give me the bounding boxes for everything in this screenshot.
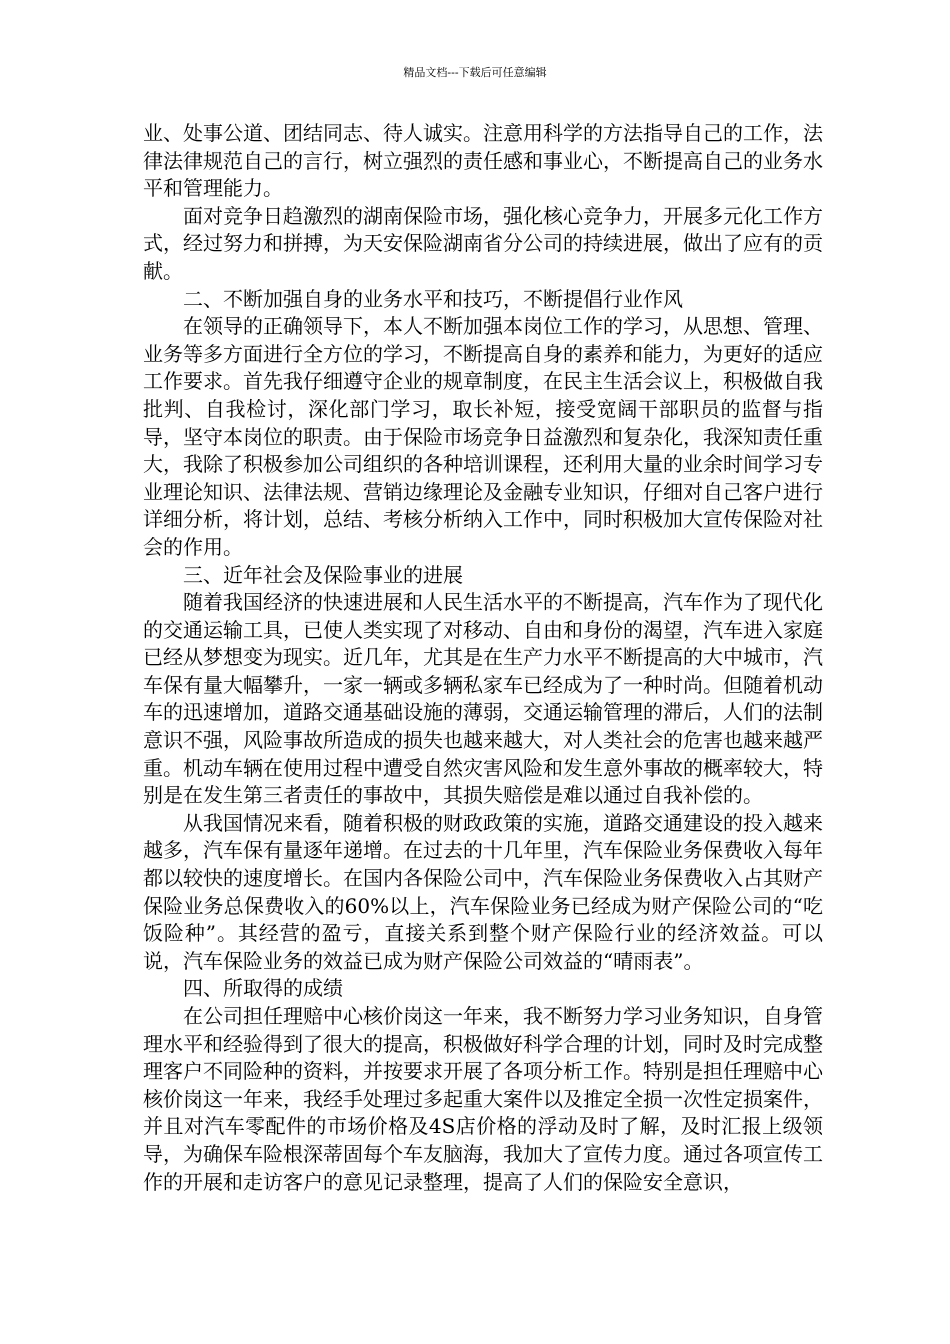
document-body — [143, 120, 823, 1196]
section-heading-4: 四、所取得的成绩 — [183, 976, 343, 1001]
paragraph: 从我国情况来看，随着积极的财政政策的实施，道路交通建设的投入越来越多，汽车保有量逐年递增。在过去的十几年里，汽车保险业务保费收入每年都以较快的速度增长。在国内各保险公司中，汽车保险业务保费收入占其财产保险业务总保费收入的60%以上，汽车保险业务已经成为财产保险公司的“吃饭险种”。其经营的盈亏，直接关系到整个财产保险行业的经济效益。可以说，汽车保险业务的效益已成为财产保险公司效益的“晴雨表”。 — [143, 810, 823, 973]
section-heading-3: 三、近年社会及保险事业的进展 — [183, 562, 463, 587]
paragraph: 面对竞争日趋激烈的湖南保险市场，强化核心竞争力，开展多元化工作方式，经过努力和拼搏，为天安保险湖南省分公司的持续进展，做出了应有的贡献。 — [143, 203, 823, 283]
paragraph: 在公司担任理赔中心核价岗这一年来，我不断努力学习业务知识，自身管理水平和经验得到了很大的提高，积极做好科学合理的计划，同时及时完成整理客户不同险种的资料，并按要求开展了各项分析工作。特别是担任理赔中心核价岗这一年来，我经手处理过多起重大案件以及推定全损一次性定损案件，并且对汽车零配件的市场价格及4S店价格的浮动及时了解，及时汇报上级领导，为确保车险根深蒂固每个车友脑海，我加大了宣传力度。通过各项宣传工作的开展和走访客户的意见记录整理，提高了人们的保险安全意识， — [143, 1004, 823, 1194]
page-header: 精品文档---下载后可任意编辑 — [403, 66, 547, 79]
section-heading-2: 二、不断加强自身的业务水平和技巧，不断提倡行业作风 — [183, 286, 683, 311]
paragraph-continued: 业、处事公道、团结同志、待人诚实。注意用科学的方法指导自己的工作，法律法律规范自己的言行，树立强烈的责任感和事业心，不断提高自己的业务水平和管理能力。 — [143, 121, 823, 201]
paragraph: 随着我国经济的快速进展和人民生活水平的不断提高，汽车作为了现代化的交通运输工具，已使人类实现了对移动、自由和身份的渴望，汽车进入家庭已经从梦想变为现实。近几年，尤其是在生产力水平不断提高的大中城市，汽车保有量大幅攀升，一家一辆或多辆私家车已经成为了一种时尚。但随着机动车的迅速增加，道路交通基础设施的薄弱，交通运输管理的滞后，人们的法制意识不强，风险事故所造成的损失也越来越大，对人类社会的危害也越来越严重。机动车辆在使用过程中遭受自然灾害风险和发生意外事故的概率较大，特别是在发生第三者责任的事故中，其损失赔偿是难以通过自我补偿的。 — [143, 590, 823, 808]
paragraph: 在领导的正确领导下，本人不断加强本岗位工作的学习，从思想、管理、业务等多方面进行全方位的学习，不断提高自身的素养和能力，为更好的适应工作要求。首先我仔细遵守企业的规章制度，在民主生活会议上，积极做自我批判、自我检讨，深化部门学习，取长补短，接受宽阔干部职员的监督与指导，坚守本岗位的职责。由于保险市场竞争日益激烈和复杂化，我深知责任重大，我除了积极参加公司组织的各种培训课程，还利用大量的业余时间学习专业理论知识、法律法规、营销边缘理论及金融专业知识，仔细对自己客户进行详细分析，将计划，总结、考核分析纳入工作中，同时积极加大宣传保险对社会的作用。 — [143, 314, 823, 559]
